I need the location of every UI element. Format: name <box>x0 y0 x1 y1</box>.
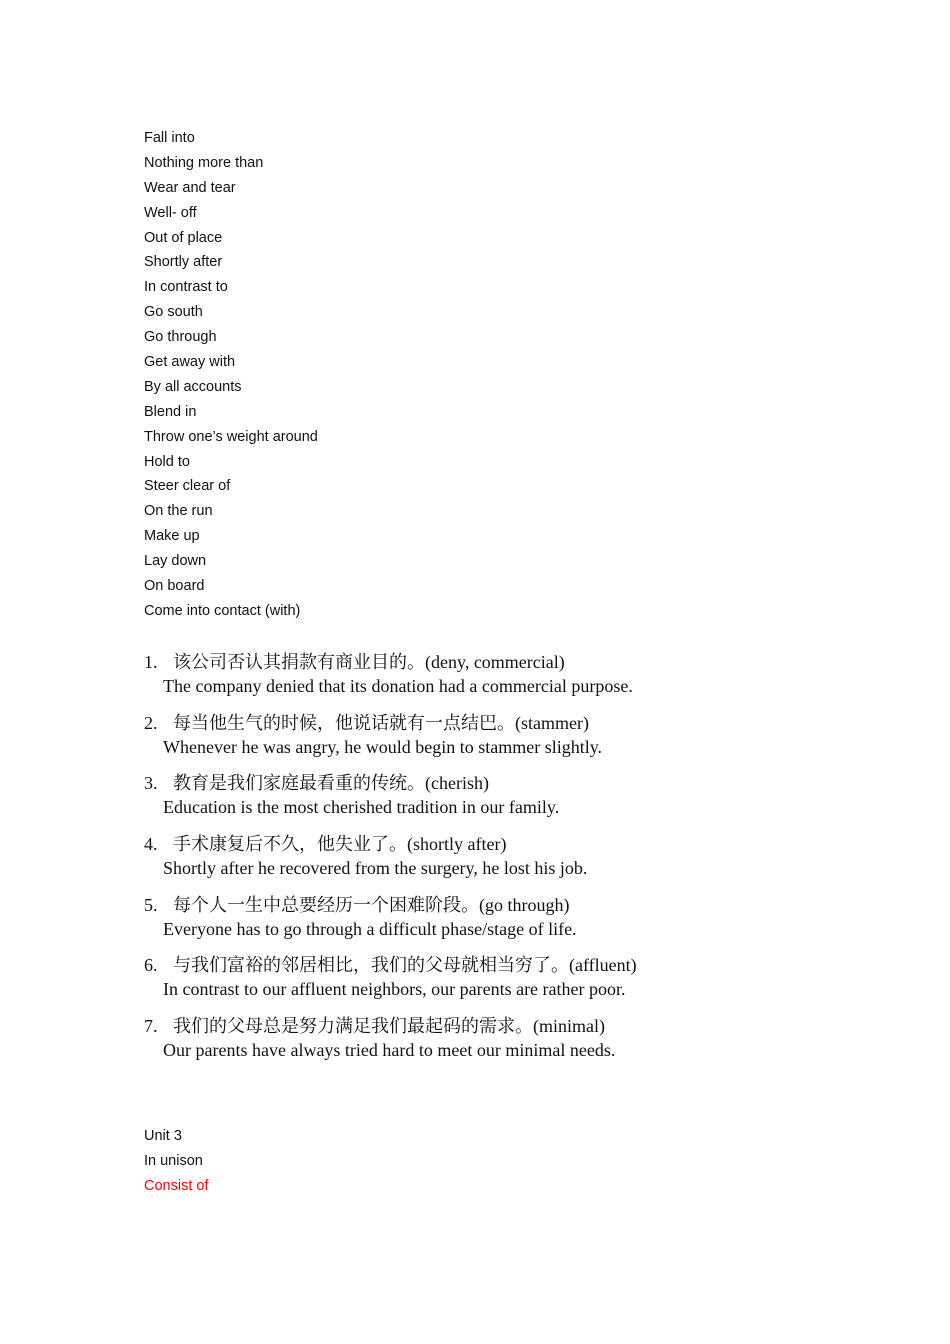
phrase-item: By all accounts <box>144 378 242 395</box>
phrase-item: Hold to <box>144 453 190 470</box>
phrase-item: Come into contact (with) <box>144 602 301 619</box>
chinese-sentence: 每当他生气的时候，他说话就有一点结巴。(stammer) <box>173 712 589 733</box>
chinese-sentence: 我们的父母总是努力满足我们最起码的需求。(minimal) <box>173 1016 605 1037</box>
phrase-item: Steer clear of <box>144 478 231 495</box>
phrase-item: Shortly after <box>144 254 223 271</box>
phrase-item: Well- off <box>144 204 197 221</box>
item-number: 6. <box>144 955 158 976</box>
item-number: 5. <box>144 894 158 915</box>
phrase-item: Make up <box>144 528 200 545</box>
phrase-item: Get away with <box>144 354 236 371</box>
english-translation: Everyone has to go through a difficult phase/stage of life. <box>163 918 577 939</box>
chinese-sentence: 教育是我们家庭最看重的传统。(cherish) <box>173 773 489 794</box>
english-translation: Whenever he was angry, he would begin to stammer slightly. <box>163 736 603 757</box>
phrase-item: Blend in <box>144 403 197 420</box>
english-translation: Education is the most cherished tradition in our family. <box>163 797 560 818</box>
phrase-item: Go through <box>144 329 217 346</box>
unit-3-section <box>144 1124 208 1199</box>
english-translation: Shortly after he recovered from the surgery, he lost his job. <box>163 858 588 879</box>
english-translation: In contrast to our affluent neighbors, our parents are rather poor. <box>163 979 626 1000</box>
english-translation: Our parents have always tried hard to meet our minimal needs. <box>163 1040 616 1061</box>
chinese-sentence: 手术康复后不久，他失业了。(shortly after) <box>173 834 507 855</box>
phrase-item: In contrast to <box>144 279 228 296</box>
phrase-item: Fall into <box>144 130 195 146</box>
phrase-item: Go south <box>144 304 203 321</box>
item-number: 4. <box>144 834 158 855</box>
item-number: 1. <box>144 652 158 672</box>
item-number: 3. <box>144 773 158 794</box>
phrase-item: Lay down <box>144 553 207 570</box>
phrase-item: On board <box>144 578 205 595</box>
phrase-item: Wear and tear <box>144 179 236 196</box>
chinese-sentence: 每个人一生中总要经历一个困难阶段。(go through) <box>173 894 570 915</box>
unit-phrase-item-highlighted: Consist of <box>144 1177 209 1194</box>
phrase-item: On the run <box>144 503 213 520</box>
unit-phrase-item: In unison <box>144 1152 203 1169</box>
unit-title: Unit 3 <box>144 1128 182 1144</box>
english-translation: The company denied that its donation had a commercial purpose. <box>163 676 633 696</box>
phrase-item: Out of place <box>144 229 223 246</box>
chinese-sentence: 与我们富裕的邻居相比，我们的父母就相当穷了。(affluent) <box>173 955 637 976</box>
item-number: 2. <box>144 712 158 733</box>
phrase-item: Throw one’s weight around <box>144 428 318 445</box>
phrase-item: Nothing more than <box>144 154 264 171</box>
item-number: 7. <box>144 1016 158 1037</box>
chinese-sentence: 该公司否认其捐款有商业目的。(deny, commercial) <box>173 652 565 672</box>
phrase-list <box>144 126 318 624</box>
